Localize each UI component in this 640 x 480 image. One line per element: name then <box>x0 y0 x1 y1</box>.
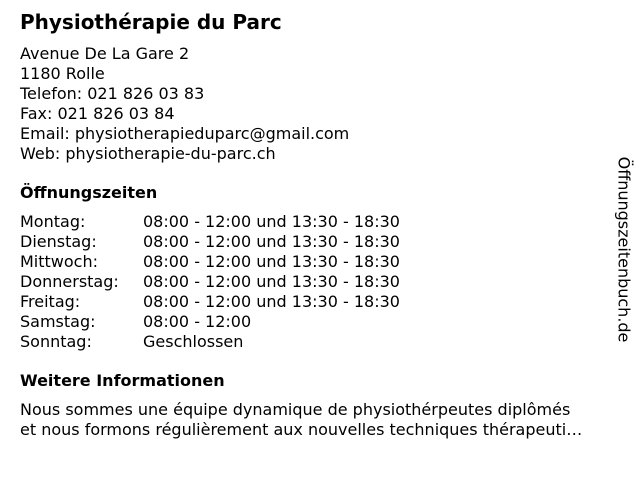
more-info-heading: Weitere Informationen <box>20 371 225 390</box>
day-label: Sonntag: <box>20 332 92 351</box>
day-label: Montag: <box>20 212 86 231</box>
day-hours: 08:00 - 12:00 und 13:30 - 18:30 <box>143 272 400 291</box>
contact-block <box>20 44 610 164</box>
info-line: Nous sommes une équipe dynamique de physiothérpeutes diplômés <box>20 400 571 419</box>
day-hours: Geschlossen <box>143 332 244 351</box>
hours-row <box>20 332 400 352</box>
day-label: Mittwoch: <box>20 252 98 271</box>
day-label: Freitag: <box>20 292 81 311</box>
brand-vertical-text: Öffnungszeitenbuch.de <box>614 156 634 342</box>
more-info-text <box>20 400 610 440</box>
day-hours: 08:00 - 12:00 und 13:30 - 18:30 <box>143 292 400 311</box>
day-hours: 08:00 - 12:00 und 13:30 - 18:30 <box>143 212 400 231</box>
opening-hours-heading: Öffnungszeiten <box>20 183 158 202</box>
hours-row <box>20 212 400 232</box>
address-city: 1180 Rolle <box>20 64 105 83</box>
business-name: Physiothérapie du Parc <box>20 10 282 34</box>
fax-line: Fax: 021 826 03 84 <box>20 104 175 123</box>
opening-hours-table <box>20 212 400 352</box>
hours-row <box>20 272 400 292</box>
business-card <box>20 8 610 440</box>
hours-row <box>20 232 400 252</box>
day-hours: 08:00 - 12:00 und 13:30 - 18:30 <box>143 232 400 251</box>
day-label: Donnerstag: <box>20 272 119 291</box>
day-hours: 08:00 - 12:00 <box>143 312 252 331</box>
day-label: Samstag: <box>20 312 96 331</box>
day-hours: 08:00 - 12:00 und 13:30 - 18:30 <box>143 252 400 271</box>
phone-line: Telefon: 021 826 03 83 <box>20 84 205 103</box>
email-line: Email: physiotherapieduparc@gmail.com <box>20 124 350 143</box>
day-label: Dienstag: <box>20 232 97 251</box>
hours-row <box>20 252 400 272</box>
hours-row <box>20 292 400 312</box>
address-street: Avenue De La Gare 2 <box>20 44 190 63</box>
brand-watermark <box>610 134 638 364</box>
web-line: Web: physiotherapie-du-parc.ch <box>20 144 276 163</box>
hours-row <box>20 312 400 332</box>
info-line: et nous formons régulièrement aux nouvelles techniques thérapeuti… <box>20 420 583 439</box>
